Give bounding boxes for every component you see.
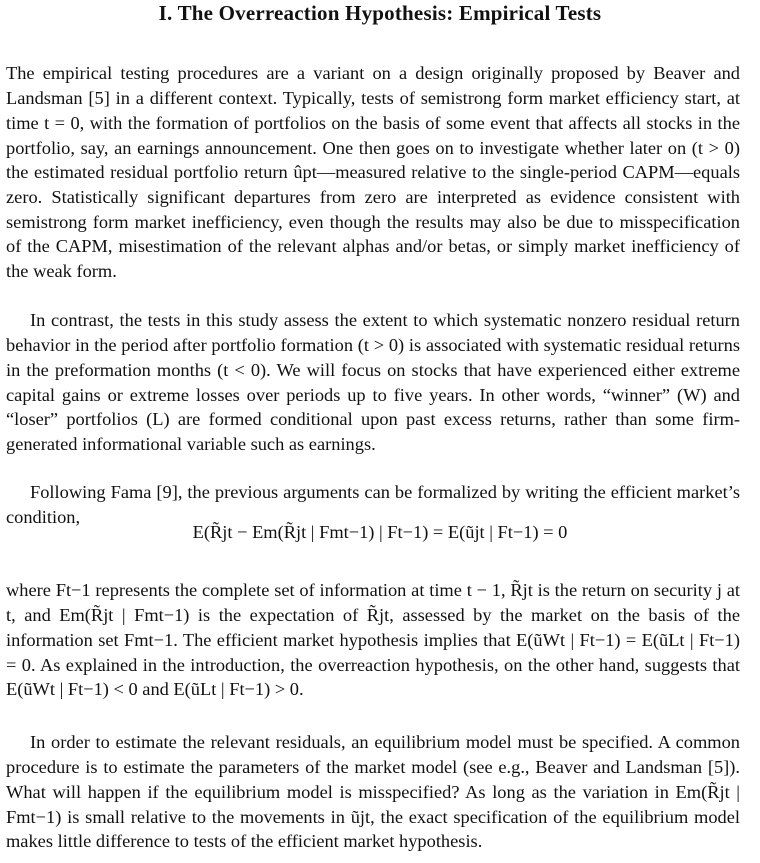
efficient-market-equation: E(R̃jt − Em(R̃jt | Fmt−1) | Ft−1) = E(ũjt | Ft−1) = 0 bbox=[192, 522, 568, 542]
section-heading: I. The Overreaction Hypothesis: Empirical Tests bbox=[158, 1, 602, 25]
paragraph-4: where Ft−1 represents the complete set of information at time t − 1, R̃jt is the return on security j at t, and Em(R̃jt | Fmt−1) is the expectation of R̃jt, assessed by the market on the basis of the information set Fmt−1. The efficient market hypothesis implies that E(ũWt | Ft−1) = E(ũLt | Ft−1) = 0. As explained in the introduction, the overreaction hypothesis, on the other hand, suggests that E(ũWt | Ft−1) < 0 and E(ũLt | Ft−1) > 0. bbox=[6, 580, 740, 700]
paragraph-1: The empirical testing procedures are a variant on a design originally proposed by Beaver and Landsman [5] in a different context. Typically, tests of semistrong form market efficiency start, at time t = 0, with the formation of portfolios on the basis of some event that affects all stocks in the portfolio, say, an earnings announcement. One then goes on to investigate whether later on (t > 0) the estimated residual portfolio return ûpt—measured relative to the single-period CAPM—equals zero. Statistically significant departures from zero are interpreted as evidence consistent with semistrong form market inefficiency, even though the results may also be due to misspecification of the CAPM, misestimation of the relevant alphas and/or betas, or simply market inefficiency of the weak form. bbox=[6, 63, 740, 282]
paragraph-3: Following Fama [9], the previous arguments can be formalized by writing the efficient market’s condition, bbox=[6, 482, 740, 528]
paragraph-5: In order to estimate the relevant residuals, an equilibrium model must be specified. A common procedure is to estimate the parameters of the market model (see e.g., Beaver and Landsman [5]). What will happen if the equilibrium model is misspecified? As long as the variation in Em(R̃jt | Fmt−1) is small relative to the movements in ũjt, the exact specification of the equilibrium model makes little difference to tests of the efficient market hypothesis. bbox=[6, 732, 740, 852]
paragraph-2: In contrast, the tests in this study assess the extent to which systematic nonzero residual return behavior in the period after portfolio formation (t > 0) is associated with systematic residual returns in the preformation months (t < 0). We will focus on stocks that have experienced either extreme capital gains or extreme losses over periods up to five years. In other words, “winner” (W) and “loser” portfolios (L) are formed conditional upon past excess returns, rather than some firm-generated informational variable such as earnings. bbox=[6, 310, 740, 454]
